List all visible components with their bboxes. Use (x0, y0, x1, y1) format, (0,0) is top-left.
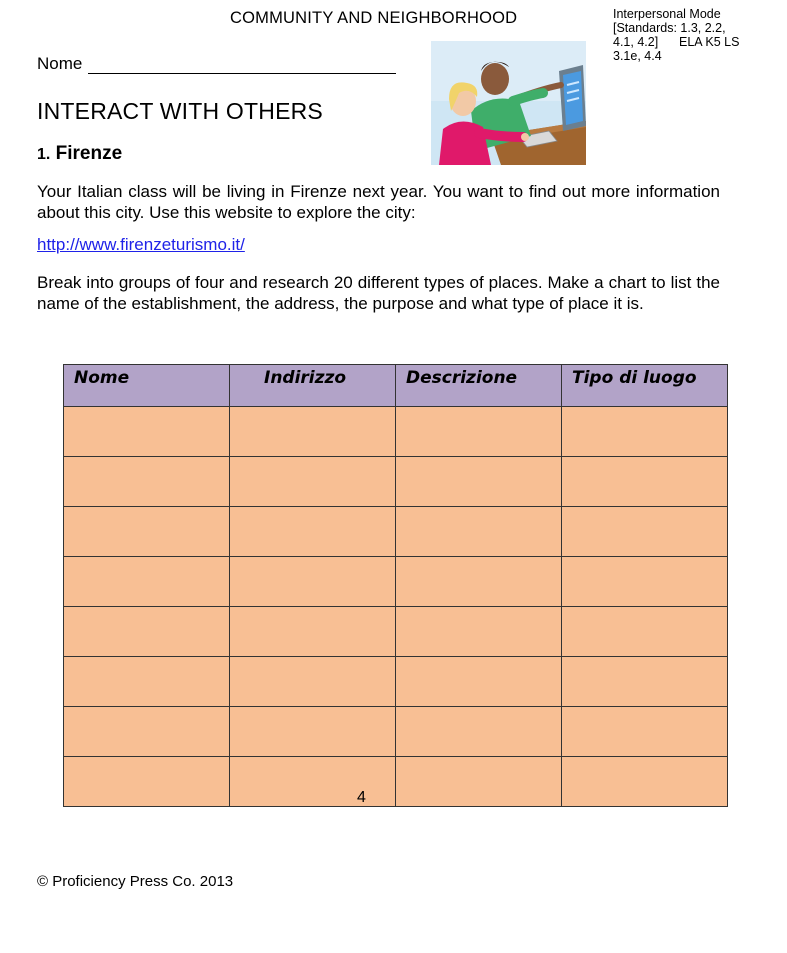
activity-title: Firenze (55, 143, 123, 164)
table-cell[interactable] (64, 607, 230, 657)
table-row (64, 407, 728, 457)
column-header-tipo-di-luogo: Tipo di luogo (562, 365, 728, 407)
table-cell[interactable] (230, 707, 396, 757)
instructions-paragraph: Break into groups of four and research 20 different types of places. Make a chart to list the name of the establishment, the address, the purpose and what type of place it is. (37, 273, 720, 313)
table-cell[interactable] (230, 607, 396, 657)
table-cell[interactable] (230, 457, 396, 507)
table-cell[interactable] (562, 557, 728, 607)
table-cell[interactable] (64, 507, 230, 557)
table-cell[interactable] (230, 657, 396, 707)
table-row (64, 607, 728, 657)
table-cell[interactable] (396, 557, 562, 607)
table-cell[interactable] (396, 757, 562, 807)
standards-line: Interpersonal Mode (613, 7, 721, 21)
table-cell[interactable] (64, 457, 230, 507)
section-title: INTERACT WITH OTHERS (37, 98, 323, 124)
table-cell[interactable] (230, 557, 396, 607)
table-cell[interactable] (562, 657, 728, 707)
column-header-nome: Nome (64, 365, 230, 407)
copyright-notice: © Proficiency Press Co. 2013 (37, 873, 234, 890)
students-at-computer-illustration (431, 41, 586, 165)
standards-note (613, 7, 739, 63)
table-cell[interactable] (396, 407, 562, 457)
name-field (37, 54, 396, 74)
table-cell[interactable] (230, 757, 396, 807)
column-header-indirizzo: Indirizzo (230, 365, 396, 407)
table-row (64, 657, 728, 707)
table-cell[interactable] (64, 407, 230, 457)
table-row (64, 707, 728, 757)
table-body (64, 407, 728, 807)
standards-line: [Standards: 1.3, 2.2, (613, 21, 726, 35)
table-cell[interactable] (562, 457, 728, 507)
table-cell[interactable] (396, 607, 562, 657)
table-row (64, 457, 728, 507)
table-cell[interactable] (562, 407, 728, 457)
standards-line: 3.1e, 4.4 (613, 49, 662, 63)
table-cell[interactable] (396, 507, 562, 557)
table-cell[interactable] (396, 457, 562, 507)
table-row (64, 757, 728, 807)
table-cell[interactable] (396, 657, 562, 707)
worksheet-header-title: COMMUNITY AND NEIGHBORHOOD (230, 9, 518, 27)
page-number: 4 (357, 789, 366, 806)
table-cell[interactable] (64, 657, 230, 707)
table-cell[interactable] (230, 507, 396, 557)
table-cell[interactable] (64, 757, 230, 807)
name-blank-line[interactable] (88, 57, 396, 74)
table-header-row (64, 365, 728, 407)
places-chart-table (63, 364, 728, 807)
table-cell[interactable] (230, 407, 396, 457)
table-row (64, 507, 728, 557)
activity-number: 1. (37, 146, 51, 163)
table-cell[interactable] (562, 757, 728, 807)
table-cell[interactable] (396, 707, 562, 757)
table-row (64, 557, 728, 607)
table-cell[interactable] (64, 557, 230, 607)
table-cell[interactable] (562, 507, 728, 557)
intro-paragraph: Your Italian class will be living in Firenze next year. You want to find out more information about this city. Use this website to explore the city: (37, 182, 720, 222)
name-label: Nome (37, 54, 83, 73)
table-cell[interactable] (64, 707, 230, 757)
activity-heading (37, 143, 122, 165)
table-cell[interactable] (562, 707, 728, 757)
column-header-descrizione: Descrizione (396, 365, 562, 407)
standards-line: 4.1, 4.2] ELA K5 LS (613, 35, 740, 49)
table-cell[interactable] (562, 607, 728, 657)
firenze-tourism-link[interactable]: http://www.firenzeturismo.it/ (37, 235, 245, 254)
